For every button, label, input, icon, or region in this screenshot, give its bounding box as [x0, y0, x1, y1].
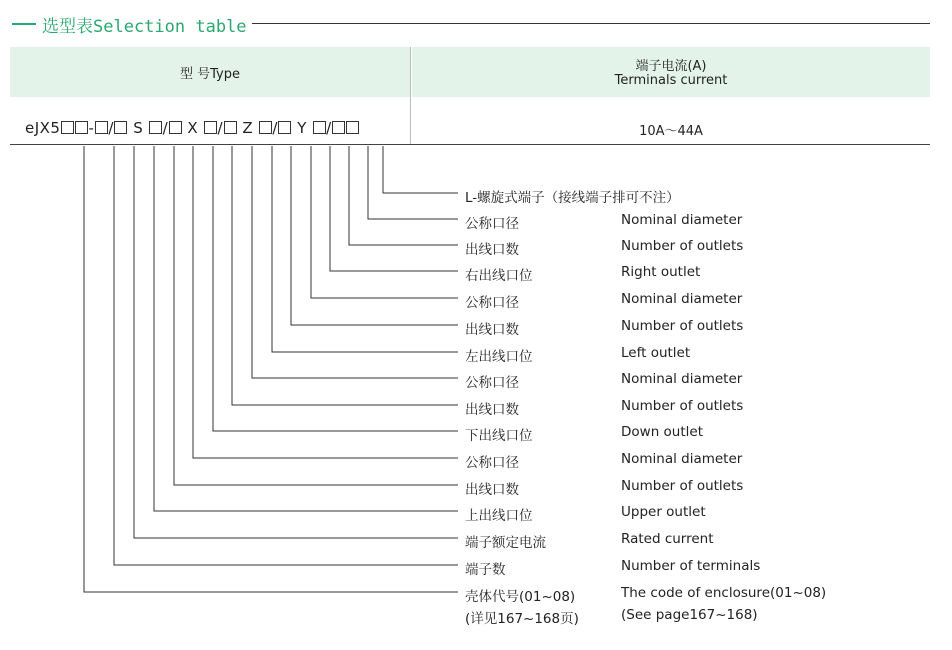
legend-item-cn: 端子额定电流: [465, 535, 546, 551]
legend-item-cn: L-螺旋式端子（接线端子排可不注）: [465, 190, 680, 206]
legend-item-cn: 出线口数: [465, 482, 519, 498]
header-type-label: 型 号Type: [180, 67, 240, 82]
current-value: 10A～44A: [639, 124, 703, 139]
code-slash: /: [272, 119, 278, 137]
legend-item-en: Left outlet: [621, 345, 691, 361]
code-letter-z: Z: [242, 119, 254, 137]
connector-line: [154, 146, 458, 511]
legend-item-cn: 公称口径: [465, 455, 519, 471]
legend-item-cn: 出线口数: [465, 322, 519, 338]
legend-item-en: The code of enclosure(01~08): [621, 585, 827, 601]
code-letter-x: X: [187, 119, 199, 137]
legend-item-en: Number of outlets: [621, 478, 744, 494]
code-slash: /: [326, 119, 332, 137]
legend-item-cn: 右出线口位: [465, 268, 533, 284]
connector-line: [349, 146, 458, 245]
code-slash: /: [108, 119, 114, 137]
legend-item-en: Number of outlets: [621, 238, 744, 254]
legend-item-cn: 端子数: [465, 562, 506, 578]
connector-line: [232, 146, 458, 405]
legend-item-cn: 公称口径: [465, 216, 519, 232]
section-title: 选型表Selection table: [42, 17, 247, 37]
connector-line: [252, 146, 458, 378]
model-prefix: eJX5: [25, 119, 61, 137]
connector-line: [272, 146, 458, 352]
connector-line: [84, 146, 458, 592]
connector-line: [368, 146, 458, 219]
connector-line: [213, 146, 458, 431]
footnote-en: (See page167~168): [621, 607, 758, 623]
legend-item-en: Number of outlets: [621, 318, 744, 334]
legend-item-en: Right outlet: [621, 264, 701, 280]
legend-item-en: Nominal diameter: [621, 451, 743, 467]
legend-item-en: Rated current: [621, 531, 714, 547]
legend-item-cn: 上出线口位: [465, 508, 533, 524]
legend-item-cn: 公称口径: [465, 375, 519, 391]
legend-item-cn: 下出线口位: [465, 428, 533, 444]
connector-line: [311, 146, 458, 298]
connector-line: [114, 146, 458, 565]
connector-line: [174, 146, 458, 485]
connector-line: [134, 146, 458, 538]
legend-item-en: Nominal diameter: [621, 371, 743, 387]
code-slash: /: [217, 119, 224, 137]
header-current-cn: 端子电流(A): [635, 59, 707, 74]
legend-item-cn: 公称口径: [465, 295, 519, 311]
code-letter-s: S: [133, 119, 144, 137]
legend-item-en: Down outlet: [621, 424, 704, 440]
connector-line: [383, 146, 458, 193]
legend-item-en: Upper outlet: [621, 504, 706, 520]
legend-item-en: Number of terminals: [621, 558, 761, 574]
legend-item-cn: 出线口数: [465, 402, 519, 418]
code-letter-y: Y: [297, 119, 307, 137]
legend-item-cn: 左出线口位: [465, 349, 533, 365]
legend-item-en: Nominal diameter: [621, 212, 743, 228]
legend-item-en: Nominal diameter: [621, 291, 743, 307]
header-current-en: Terminals current: [614, 73, 728, 88]
code-dash: -: [88, 119, 95, 137]
legend-item-cn: 出线口数: [465, 242, 519, 258]
legend-item-cn: 壳体代号(01~08): [465, 589, 576, 605]
code-slash: /: [162, 119, 169, 137]
footnote-cn: (详见167~168页): [465, 611, 579, 627]
legend-item-en: Number of outlets: [621, 398, 744, 414]
